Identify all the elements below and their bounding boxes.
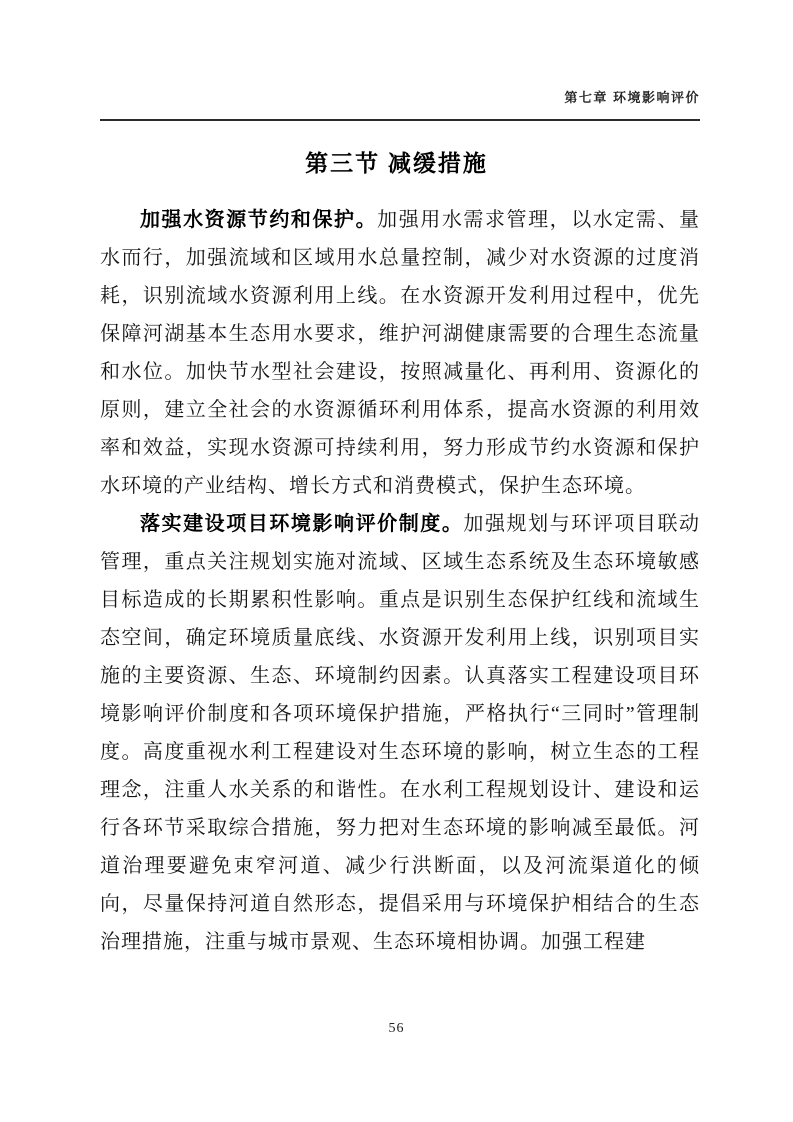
paragraph-body-water-conservation: 加强用水需求管理，以水定需、量水而行，加强流域和区域用水总量控制，减少对水资源的过度消耗，识别流域水资源利用上线。在水资源开发利用过程中，优先保障河湖基本生态用水要求，维护河湖健康需要的合理生态流量和水位。加快节水型社会建设，按照减量化、再利用、资源化的原则，建立全社会的水资源循环利用体系，提高水资源的利用效率和效益，实现水资源可持续利用，努力形成节约水资源和保护水环境的产业结构、增长方式和消费模式，保护生态环境。 — [100, 209, 701, 497]
header-divider-rule — [100, 119, 700, 121]
paragraph-lead-eia-system: 落实建设项目环境影响评价制度。 — [140, 513, 464, 535]
section-title: 第三节 减缓措施 — [305, 151, 488, 176]
paragraph-eia-system — [100, 505, 700, 961]
page-number: 56 — [388, 1021, 405, 1036]
paragraph-water-conservation — [100, 201, 700, 505]
header-chapter-label: 第七章 环境影响评价 — [564, 90, 700, 105]
paragraph-lead-water-conservation: 加强水资源节约和保护。 — [140, 209, 378, 231]
paragraph-body-eia-system: 加强规划与环评项目联动管理，重点关注规划实施对流域、区域生态系统及生态环境敏感目标造成的长期累积性影响。重点是识别生态保护红线和流域生态空间，确定环境质量底线、水资源开发利用上线，识别项目实施的主要资源、生态、环境制约因素。认真落实工程建设项目环境影响评价制度和各项环境保护措施，严格执行“三同时”管理制度。高度重视水利工程建设对生态环境的影响，树立生态的工程理念，注重人水关系的和谐性。在水利工程规划设计、建设和运行各环节采取综合措施，努力把对生态环境的影响减至最低。河道治理要避免束窄河道、减少行洪断面，以及河流渠道化的倾向，尽量保持河道自然形态，提倡采用与环境保护相结合的生态治理措施，注重与城市景观、生态环境相协调。加强工程建 — [100, 513, 701, 953]
body-content — [100, 201, 700, 961]
